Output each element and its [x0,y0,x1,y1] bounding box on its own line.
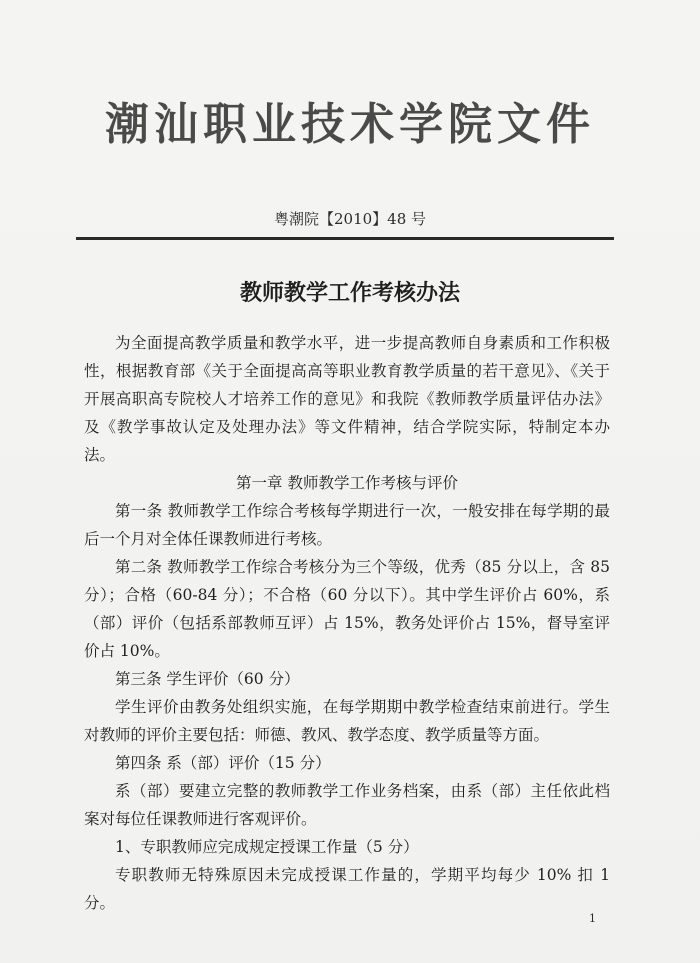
article-4-heading: 第四条 系（部）评价（15 分） [115,754,331,772]
organization-title: 潮汕职业技术学院文件 [105,99,595,150]
item-1-heading: 1、专职教师应完成规定授课工作量（5 分） [115,838,419,856]
student-evaluation-paragraph: 学生评价由教务处组织实施，在每学期期中教学检查结束前进行。学生对教师的评价主要包括：师德、教风、教学态度、教学质量等方面。 [84,698,610,744]
article-2: 第二条 教师教学工作综合考核分为三个等级，优秀（85 分以上，含 85 分）；合格（60-84 分）；不合格（60 分以下）。其中学生评价占 60%，系（部）评价（包括系部教师互评）占 15%，教务处评价占 15%，督导室评价占 10%。 [84,558,610,660]
intro-paragraph: 为全面提高教学质量和教学水平，进一步提高教师自身素质和工作积极性，根据教育部《关于全面提高高等职业教育教学质量的若干意见》、《关于开展高职高专院校人才培养工作的意见》和我院《教师教学质量评估办法》及《教学事故认定及处理办法》等文件精神，结合学院实际，特制定本办法。 [84,334,610,464]
document-body [84,329,610,917]
document-title: 教师教学工作考核办法 [239,280,460,306]
header-divider [76,237,614,240]
chapter-heading: 第一章 教师教学工作考核与评价 [236,474,458,492]
article-3-heading: 第三条 学生评价（60 分） [115,670,300,688]
article-1: 第一条 教师教学工作综合考核每学期进行一次，一般安排在每学期的最后一个月对全体任课教师进行考核。 [84,502,610,548]
item-1-detail: 专职教师无特殊原因未完成授课工作量的，学期平均每少 10% 扣 1 分。 [84,866,610,912]
department-evaluation-paragraph: 系（部）要建立完整的教师教学工作业务档案，由系（部）主任依此档案对每位任课教师进行客观评价。 [84,782,610,828]
document-number: 粤潮院【2010】48 号 [273,210,427,228]
page-number: 1 [589,912,596,925]
